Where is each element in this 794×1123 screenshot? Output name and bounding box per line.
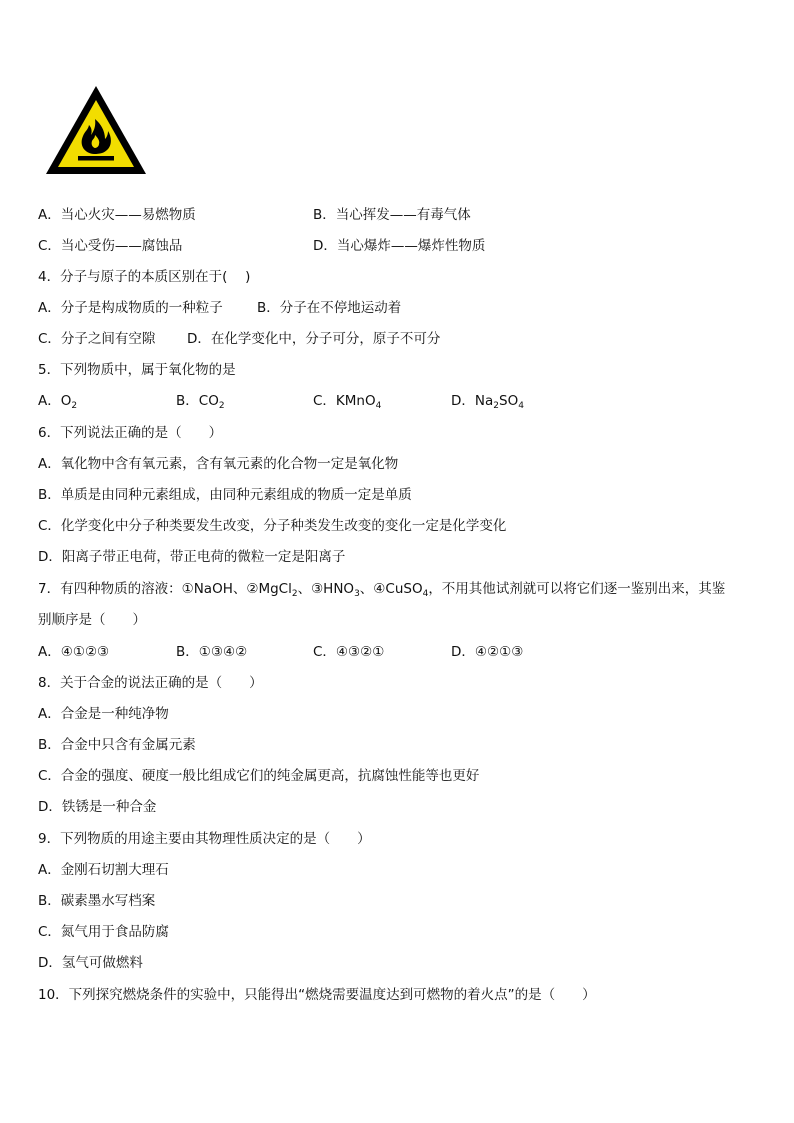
- q6-option-b: B．单质是由同种元素组成，由同种元素组成的物质一定是单质: [38, 487, 412, 503]
- q3-option-c: C．当心受伤——腐蚀品: [38, 238, 183, 254]
- q7-stem-line2: 别顺序是（ ）: [38, 612, 146, 628]
- q7-option-c: C．④③②①: [313, 644, 385, 660]
- q5-stem: 5．下列物质中，属于氧化物的是: [38, 362, 236, 378]
- q4-stem: 4．分子与原子的本质区别在于( ): [38, 269, 251, 285]
- q9-option-a: A．金刚石切割大理石: [38, 862, 169, 878]
- q4-option-c: C．分子之间有空隙: [38, 331, 156, 347]
- q4-option-b: B．分子在不停地运动着: [257, 300, 402, 316]
- q9-option-b: B．碳素墨水写档案: [38, 893, 156, 909]
- q6-option-a: A．氧化物中含有氧元素，含有氧元素的化合物一定是氧化物: [38, 456, 399, 472]
- q5-option-d: D．$Na_2SO_4$: [451, 393, 524, 411]
- q5-option-b: B．$CO_2$: [176, 393, 225, 411]
- q7-option-b: B．①③④②: [176, 644, 248, 660]
- q5-option-a: A．$O_2$: [38, 393, 78, 411]
- q6-stem: 6．下列说法正确的是（ ）: [38, 425, 223, 441]
- q3-option-a: A．当心火灾——易燃物质: [38, 207, 196, 223]
- q4-option-d: D．在化学变化中，分子可分，原子不可分: [187, 331, 441, 347]
- q5-option-c: C．KMnO$_4$: [313, 393, 382, 411]
- q10-stem: 10．下列探究燃烧条件的实验中，只能得出“燃烧需要温度达到可燃物的着火点”的是（ ）: [38, 987, 596, 1003]
- q6-option-d: D．阳离子带正电荷，带正电荷的微粒一定是阳离子: [38, 549, 346, 565]
- q8-option-c: C．合金的强度、硬度一般比组成它们的纯金属更高，抗腐蚀性能等也更好: [38, 768, 480, 784]
- q3-option-d: D．当心爆炸——爆炸性物质: [313, 238, 486, 254]
- flammable-warning-sign-icon: [44, 84, 148, 176]
- q9-option-c: C．氮气用于食品防腐: [38, 924, 169, 940]
- q4-option-a: A．分子是构成物质的一种粒子: [38, 300, 223, 316]
- q8-option-a: A．合金是一种纯净物: [38, 706, 169, 722]
- q9-option-d: D．氢气可做燃料: [38, 955, 143, 971]
- q7-option-d: D．④②①③: [451, 644, 524, 660]
- q8-option-b: B．合金中只含有金属元素: [38, 737, 196, 753]
- q7-option-a: A．④①②③: [38, 644, 110, 660]
- q9-stem: 9．下列物质的用途主要由其物理性质决定的是（ ）: [38, 831, 371, 847]
- q7-stem: 7．有四种物质的溶液：①NaOH、②MgCl$_2$、$③HNO_3$、④CuSO$_4$，不用其他试剂就可以将它们逐一鉴别出来，其鉴: [38, 581, 726, 599]
- q8-option-d: D．铁锈是一种合金: [38, 799, 157, 815]
- q6-option-c: C．化学变化中分子种类要发生改变，分子种类发生改变的变化一定是化学变化: [38, 518, 507, 534]
- q8-stem: 8．关于合金的说法正确的是（ ）: [38, 675, 263, 691]
- q3-option-b: B．当心挥发——有毒气体: [313, 207, 471, 223]
